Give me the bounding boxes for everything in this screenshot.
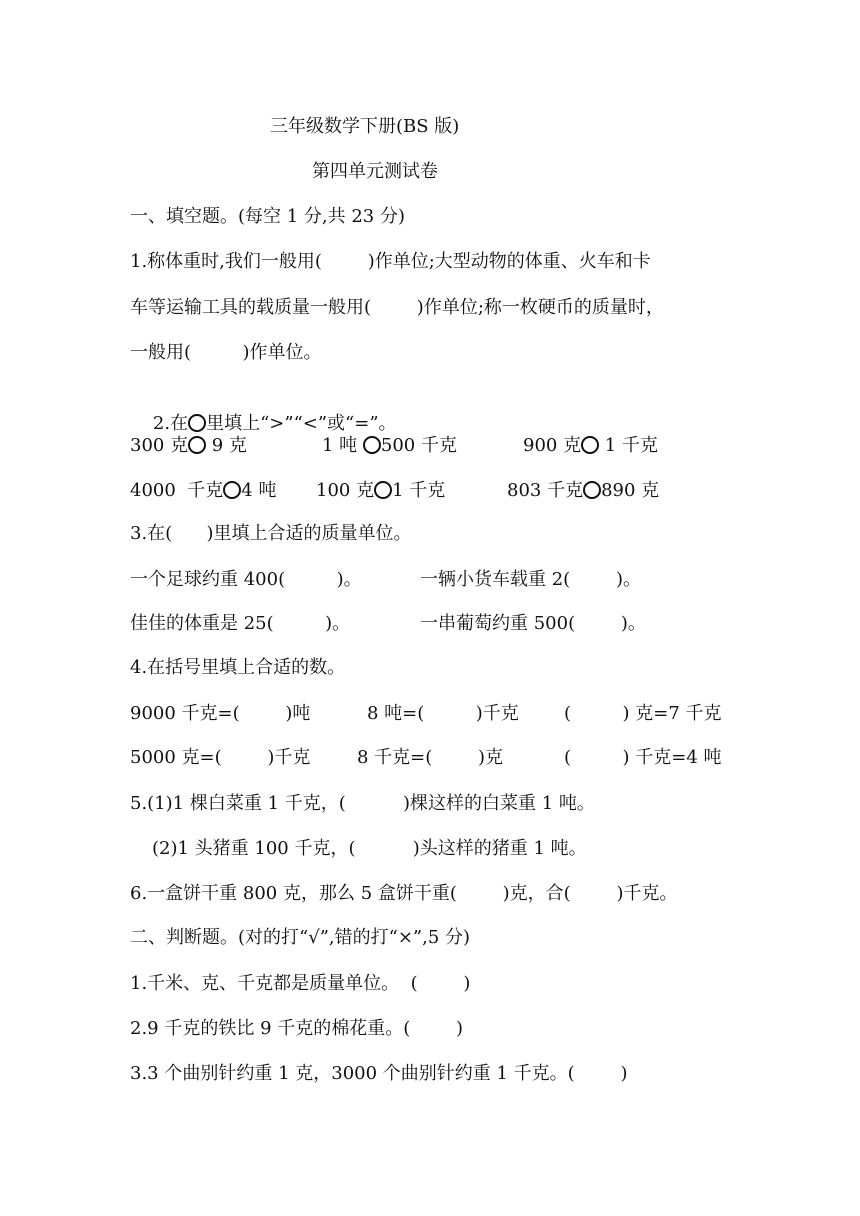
q4-title: 4.在括号里填上合适的数。: [130, 657, 346, 678]
q4-item: 8 千克=( )克: [357, 747, 504, 768]
q3-row-1: [0, 568, 860, 592]
q1-line-3: 一般用( )作单位。: [130, 342, 322, 363]
q2-row-2: [0, 479, 860, 503]
judge-q3: 3.3 个曲别针约重 1 克，3000 个曲别针约重 1 千克。( ): [130, 1063, 628, 1084]
q4-item: 9000 千克=( )吨: [130, 703, 311, 724]
q3-item: 佳佳的体重是 25( )。: [130, 613, 351, 634]
q4-row-1: [0, 702, 860, 726]
q2-item: 4000 千克 4 吨: [130, 480, 277, 501]
q2-item: 300 克 9 克: [130, 435, 247, 456]
compare-circle-icon: [223, 481, 241, 499]
page-title: 三年级数学下册(BS 版): [270, 116, 460, 137]
q3-item: 一个足球约重 400( )。: [130, 569, 362, 590]
q3-item: 一辆小货车载重 2( )。: [420, 569, 641, 590]
judge-q1: 1.千米、克、千克都是质量单位。 ( ): [130, 973, 471, 994]
q1-line-2: 车等运输工具的载质量一般用( )作单位;称一枚硬币的质量时，: [130, 297, 664, 318]
q4-item: ( ) 克=7 千克: [564, 703, 722, 724]
section-2-heading: 二、判断题。(对的打“√”,错的打“×”,5 分): [130, 927, 471, 948]
q1-line-1: 1.称体重时,我们一般用( )作单位;大型动物的体重、火车和卡: [130, 251, 651, 272]
compare-circle-icon: [583, 481, 601, 499]
q4-item: ( ) 千克=4 吨: [564, 747, 722, 768]
q3-item: 一串葡萄约重 500( )。: [420, 613, 646, 634]
q2-item: 100 克 1 千克: [316, 480, 446, 501]
compare-circle-icon: [581, 436, 599, 454]
compare-circle-icon: [363, 436, 381, 454]
q2-title-pre: 2.在: [152, 413, 189, 434]
compare-circle-icon: [188, 436, 206, 454]
q2-item: 803 千克 890 克: [507, 480, 660, 501]
compare-circle-icon: [374, 481, 392, 499]
q2-row-1: [0, 434, 860, 458]
q6-line: 6.一盒饼干重 800 克，那么 5 盒饼干重( )克，合( )千克。: [130, 883, 678, 904]
page-subtitle: 第四单元测试卷: [312, 161, 438, 182]
q4-row-2: [0, 746, 860, 770]
q4-item: 5000 克=( )千克: [130, 747, 311, 768]
q4-item: 8 吨=( )千克: [367, 703, 519, 724]
q3-row-2: [0, 612, 860, 636]
q2-item: 1 吨 500 千克: [322, 435, 457, 456]
q2-item: 900 克 1 千克: [523, 435, 658, 456]
judge-q2: 2.9 千克的铁比 9 千克的棉花重。( ): [130, 1018, 464, 1039]
compare-circle-icon: [188, 414, 206, 432]
q2-title: [130, 388, 397, 434]
q3-title: 3.在( )里填上合适的质量单位。: [130, 523, 412, 544]
q2-title-post: 里填上“>”“<”或“=”。: [206, 413, 397, 434]
q5-line-2: (2)1 头猪重 100 千克，( )头这样的猪重 1 吨。: [152, 838, 587, 859]
q5-line-1: 5.(1)1 棵白菜重 1 千克，( )棵这样的白菜重 1 吨。: [130, 793, 595, 814]
section-1-heading: 一、填空题。(每空 1 分,共 23 分): [130, 206, 406, 227]
